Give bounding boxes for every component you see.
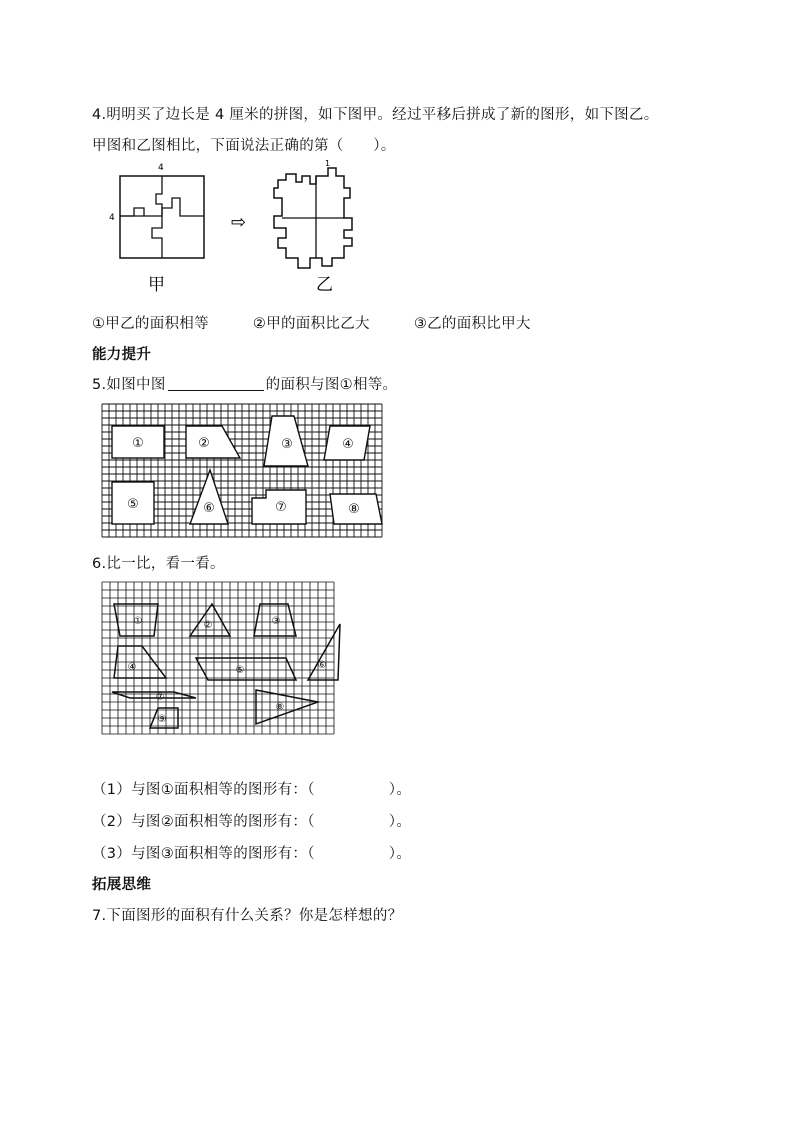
q6-label-1: ①	[133, 616, 143, 627]
q5-label-8: ⑧	[348, 502, 360, 517]
q5-prefix: 5.如图中图	[92, 377, 166, 393]
q4-line1: 4.明明买了边长是 4 厘米的拼图，如下图甲。经过平移后拼成了新的图形，如下图乙。	[92, 107, 659, 123]
arrow-icon: ⇨	[231, 212, 247, 233]
dim-left-label: 4	[109, 213, 115, 223]
q4-options	[92, 312, 575, 333]
q6-label-4: ④	[127, 662, 137, 673]
dim-top-label: 4	[158, 163, 164, 173]
dim-small-label: 1	[325, 159, 331, 168]
q6-sub1: （1）与图①面积相等的图形有：（ ）。	[92, 782, 412, 798]
q5-label-4: ④	[342, 437, 354, 452]
q5-label-2: ②	[198, 436, 210, 451]
q6-label-6: ⑥	[317, 660, 327, 671]
label-yi: 乙	[316, 275, 333, 295]
q6-label-3: ③	[271, 616, 281, 627]
q6-shape-7	[112, 692, 196, 698]
option-3[interactable]: ③乙的面积比甲大	[413, 316, 531, 332]
q5-shape-2	[186, 426, 240, 458]
q5-text	[92, 373, 397, 394]
q6-label-5: ⑤	[235, 665, 245, 676]
q6-label-7: ⑦	[155, 692, 165, 703]
q4-figure	[100, 158, 460, 298]
q6-shape-8	[256, 690, 318, 724]
q6-title: 6.比一比，看一看。	[92, 556, 225, 572]
q5-suffix: 的面积与图①相等。	[265, 377, 398, 393]
q6-shape-6	[308, 624, 340, 680]
q6-grid-figure	[100, 578, 344, 736]
q5-label-5: ⑤	[127, 497, 139, 512]
q5-grid-figure	[98, 400, 388, 542]
section-heading-ability: 能力提升	[92, 347, 152, 363]
q7-text: 7.下面图形的面积有什么关系？你是怎样想的？	[92, 908, 403, 924]
q6-label-9: ⑨	[157, 714, 167, 725]
label-jia: 甲	[148, 275, 165, 295]
q5-answer-blank[interactable]	[168, 376, 264, 391]
q5-label-6: ⑥	[203, 501, 215, 516]
option-2[interactable]: ②甲的面积比乙大	[252, 316, 370, 332]
q6-sub2: （2）与图②面积相等的图形有：（ ）。	[92, 814, 412, 830]
q5-label-1: ①	[132, 436, 144, 451]
q5-label-3: ③	[281, 437, 293, 452]
q6-sub3: （3）与图③面积相等的图形有：（ ）。	[92, 846, 412, 862]
option-1[interactable]: ①甲乙的面积相等	[92, 316, 209, 332]
q5-label-7: ⑦	[275, 500, 287, 515]
q4-line2: 甲图和乙图相比，下面说法正确的第（ ）。	[92, 138, 396, 154]
q6-label-2: ②	[203, 620, 213, 631]
section-heading-extend: 拓展思维	[92, 877, 152, 893]
q6-label-8: ⑧	[275, 702, 285, 713]
